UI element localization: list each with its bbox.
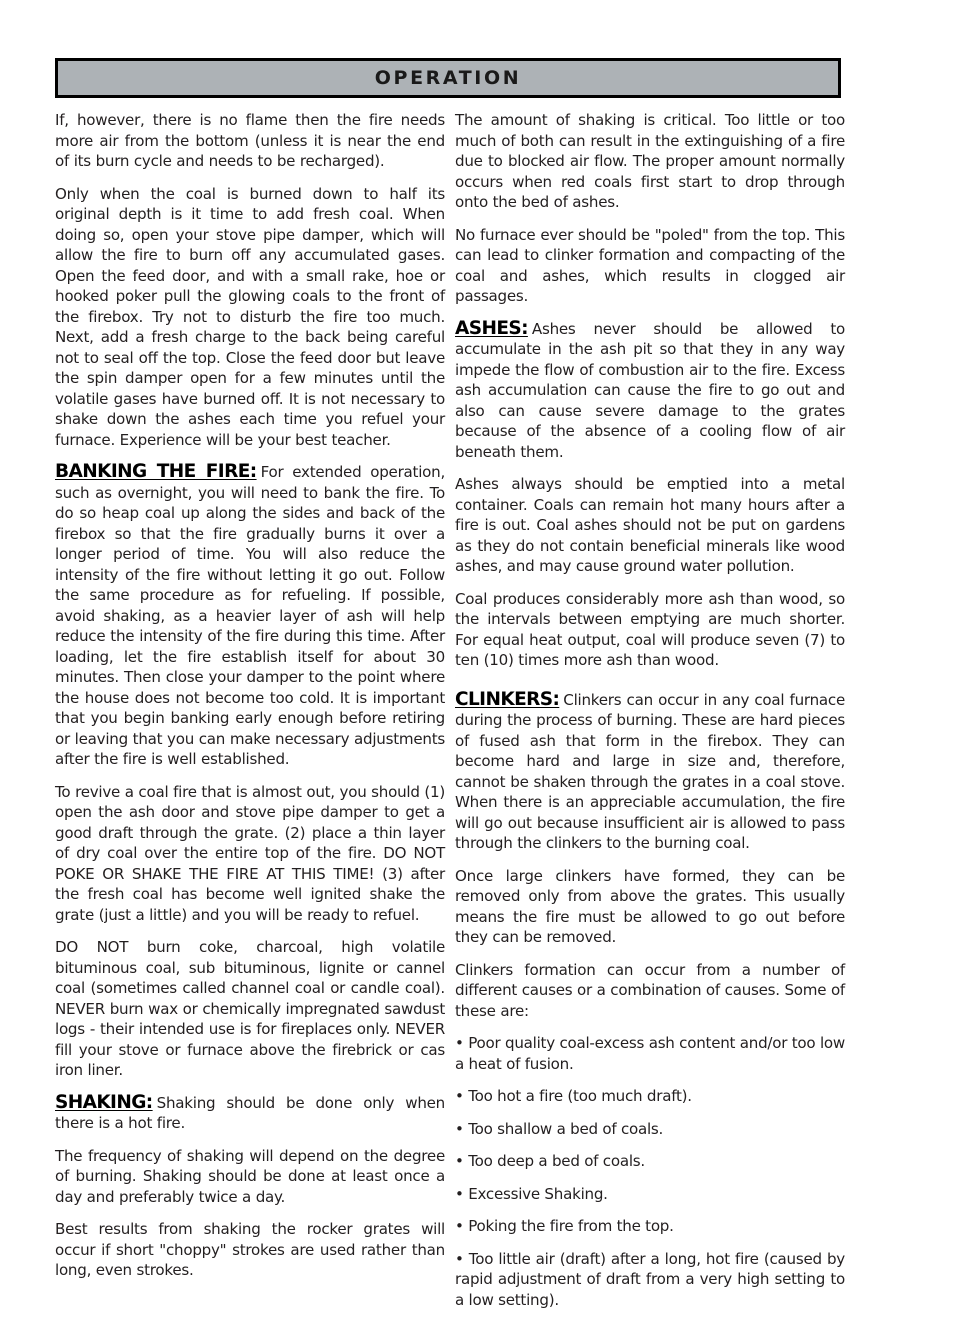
bullet-item: • Excessive Shaking. [455,1184,608,1203]
bullet-item: • Poking the fire from the top. [455,1217,674,1235]
paragraph: The frequency of shaking will depend on the degree of burning. Shaking should be done at least once a day and preferably twice a day. [55,1146,445,1206]
heading-ashes: ASHES: [455,317,528,339]
paragraph: Only when the coal is burned down to half its original depth is it time to add fresh coal. When doing so, open your stove pipe damper, which will allow the fire to burn off any accumulated gases. Open the feed door, and with a small rake, hoe or hooked poker pull the glowing coals to the front of the firebox. Try not to disturb the fire too much. Next, add a fresh charge to the back being careful not to seal off the top. Close the feed door but leave the spin damper open for a few minutes until the volatile gases have burned off. It is not necessary to shake down the ashes each time you refuel your furnace. Experience will be your best teacher. [55,184,445,449]
bullet-item: • Too deep a bed of coals. [455,1152,645,1170]
paragraph: The amount of shaking is critical. Too little or too much of both can result in the extinguishing of a fire due to blocked air flow. The proper amount normally occurs when red coals first start to drop through onto the bed of ashes. [455,111,845,211]
paragraph: DO NOT burn coke, charcoal, high volatile bituminous coal, sub bituminous, lignite or cannel coal (sometimes called channel coal or candle coal). NEVER burn wax or chemically impregnated sawdust logs - their intended use is for fireplaces only. NEVER fill your stove or furnace above the firebrick or cas iron liner. [55,938,445,1079]
bullet-item: • Poor quality coal-excess ash content and/or too low a heat of fusion. [455,1034,845,1073]
heading-banking-the-fire: BANKING THE FIRE: [55,461,257,482]
paragraph-clinkers [455,690,845,854]
paragraph-text: Ashes never should be allowed to accumulate in the ash pit so that they in any way impede the flow of combustion air to the fire. Excess ash accumulation can cause the fire to go out and also can cause severe damage to the grates because of the absence of a cooling flow of air beneath them. [455,319,845,461]
paragraph-text: Clinkers can occur in any coal furnace during the process of burning. These are hard pieces of fused ash that form in the firebox. They can become hard and large in size and, therefore, cannot be shaken through the grates in a coal stove. When there is an appreciable accumulation, the fire will go out because insufficient air is allowed to pass through the clinkers to the burning coal. [455,690,845,852]
bullet-item: • Too shallow a bed of coals. [455,1119,664,1138]
right-column [455,110,845,1322]
left-column [55,110,445,1322]
heading-shaking: SHAKING: [55,1091,153,1113]
section-header-banner [55,58,841,98]
paragraph: Clinkers formation can occur from a number of different causes or a combination of causes. Some of these are: [455,960,845,1020]
paragraph-text: Shaking should be done only when there is a hot fire. [55,1093,445,1132]
two-column-body [55,110,845,1322]
paragraph: Ashes always should be emptied into a metal container. Coals can remain hot many hours after a fire is out. Coal ashes should not be put on gardens as they do not contain beneficial minerals like wood ashes, and may cause ground water pollution. [455,475,845,575]
paragraph-text: For extended operation, such as overnight, you will need to bank the fire. To do so heap coal up along the sides and back of the firebox so that the fire gradually burns it over a longer period of time. You will also reduce the intensity of the fire without letting it go out. Follow the same procedure as for refueling. If possible, avoid shaking, as a heavier layer of ash will help reduce the intensity of the fire during this time. After loading, let the fire establish itself for about 30 minutes. Then close your damper to the point where the house does not become too cold. It is important that you begin banking early enough before retiring or leaving that you can make necessary adjustments after the fire is well established. [55,463,445,768]
bullet-item: • Too little air (draft) after a long, hot fire (caused by rapid adjustment of draft from a very high setting to a low setting). [455,1249,845,1309]
bullet-item: • Too hot a fire (too much draft). [455,1087,692,1105]
paragraph: To revive a coal fire that is almost out, you should (1) open the ash door and stove pipe damper to get a good draft through the grate. (2) place a thin layer of dry coal over the entire top of the fire. DO NOT POKE OR SHAKE THE FIRE AT THIS TIME! (3) after the fresh coal has become well ignited shake the grate (just a little) and you will be ready to refuel. [55,782,445,924]
paragraph: Coal produces considerably more ash than wood, so the intervals between emptying are much shorter. For equal heat output, coal will produce seven (7) to ten (10) times more ash than wood. [455,589,845,669]
paragraph: No furnace ever should be "poled" from the top. This can lead to clinker formation and compacting of the coal and ashes, which results in clogged air passages. [455,225,845,305]
paragraph-shaking [55,1093,445,1134]
paragraph-ashes [455,319,845,463]
paragraph: Once large clinkers have formed, they can be removed only from above the grates. This usually means the fire must be allowed to go out before they can be removed. [455,866,845,946]
paragraph: Best results from shaking the rocker grates will occur if short "choppy" strokes are used rather than long, even strokes. [55,1220,445,1279]
heading-clinkers: CLINKERS: [455,688,560,710]
paragraph-banking-the-fire [55,462,445,770]
section-title: OPERATION [374,66,522,89]
paragraph: If, however, there is no flame then the fire needs more air from the bottom (unless it is near the end of its burn cycle and needs to be recharged). [55,111,445,170]
